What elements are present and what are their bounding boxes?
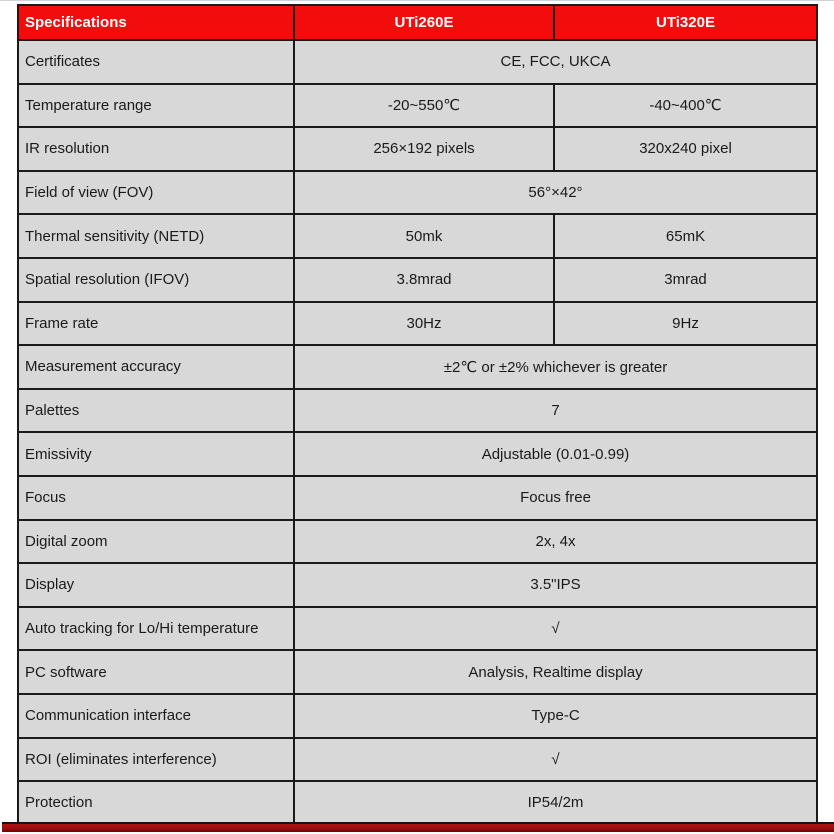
spec-label: Communication interface	[18, 694, 294, 738]
spec-value-uti320e: 320x240 pixel	[554, 127, 817, 171]
spec-label: Measurement accuracy	[18, 345, 294, 389]
spec-label: Protection	[18, 781, 294, 825]
spec-label: Emissivity	[18, 432, 294, 476]
table-header-row	[18, 5, 817, 40]
spec-label: PC software	[18, 650, 294, 694]
spec-value-uti260e: -20~550℃	[294, 84, 554, 128]
table-row-measurement-accuracy	[18, 345, 817, 389]
spec-label: Thermal sensitivity (NETD)	[18, 214, 294, 258]
table-row-ir-resolution	[18, 127, 817, 171]
spec-value-uti320e: 3mrad	[554, 258, 817, 302]
spec-value-merged: CE, FCC, UKCA	[294, 40, 817, 84]
table-row-spatial-resolution	[18, 258, 817, 302]
table-row-protection	[18, 781, 817, 825]
table-row-emissivity	[18, 432, 817, 476]
spec-value-merged: 2x, 4x	[294, 520, 817, 564]
spec-value-uti260e: 50mk	[294, 214, 554, 258]
spec-value-uti260e: 3.8mrad	[294, 258, 554, 302]
spec-value-merged: √	[294, 607, 817, 651]
table-row-palettes	[18, 389, 817, 433]
table-row-thermal-sensitivity	[18, 214, 817, 258]
spec-value-merged: IP54/2m	[294, 781, 817, 825]
specifications-table	[17, 4, 818, 826]
table-row-pc-software	[18, 650, 817, 694]
table-row-certificates	[18, 40, 817, 84]
table-row-digital-zoom	[18, 520, 817, 564]
spec-value-uti320e: 65mK	[554, 214, 817, 258]
spec-value-merged: Type-C	[294, 694, 817, 738]
table-row-field-of-view	[18, 171, 817, 215]
spec-value-merged: 56°×42°	[294, 171, 817, 215]
spec-value-uti320e: -40~400℃	[554, 84, 817, 128]
spec-value-uti320e: 9Hz	[554, 302, 817, 346]
header-model-uti320e: UTi320E	[554, 5, 817, 40]
spec-label: Frame rate	[18, 302, 294, 346]
table-row-frame-rate	[18, 302, 817, 346]
spec-value-merged: 3.5"IPS	[294, 563, 817, 607]
spec-value-merged: Analysis, Realtime display	[294, 650, 817, 694]
spec-value-merged: ±2℃ or ±2% whichever is greater	[294, 345, 817, 389]
spec-value-merged: Adjustable (0.01-0.99)	[294, 432, 817, 476]
spec-value-uti260e: 30Hz	[294, 302, 554, 346]
spec-label: Temperature range	[18, 84, 294, 128]
spec-label: Certificates	[18, 40, 294, 84]
table-row-focus	[18, 476, 817, 520]
spec-label: ROI (eliminates interference)	[18, 738, 294, 782]
table-row-roi	[18, 738, 817, 782]
bottom-red-accent-bar	[2, 822, 834, 832]
top-hairline	[0, 0, 834, 1]
spec-label: IR resolution	[18, 127, 294, 171]
spec-value-merged: 7	[294, 389, 817, 433]
table-row-display	[18, 563, 817, 607]
table-row-temperature-range	[18, 84, 817, 128]
spec-label: Palettes	[18, 389, 294, 433]
spec-label: Field of view (FOV)	[18, 171, 294, 215]
header-specifications: Specifications	[18, 5, 294, 40]
header-model-uti260e: UTi260E	[294, 5, 554, 40]
spec-label: Digital zoom	[18, 520, 294, 564]
table-row-communication-interface	[18, 694, 817, 738]
spec-label: Auto tracking for Lo/Hi temperature	[18, 607, 294, 651]
spec-value-merged: √	[294, 738, 817, 782]
spec-value-uti260e: 256×192 pixels	[294, 127, 554, 171]
spec-label: Spatial resolution (IFOV)	[18, 258, 294, 302]
spec-label: Focus	[18, 476, 294, 520]
spec-label: Display	[18, 563, 294, 607]
spec-value-merged: Focus free	[294, 476, 817, 520]
table-row-auto-tracking	[18, 607, 817, 651]
